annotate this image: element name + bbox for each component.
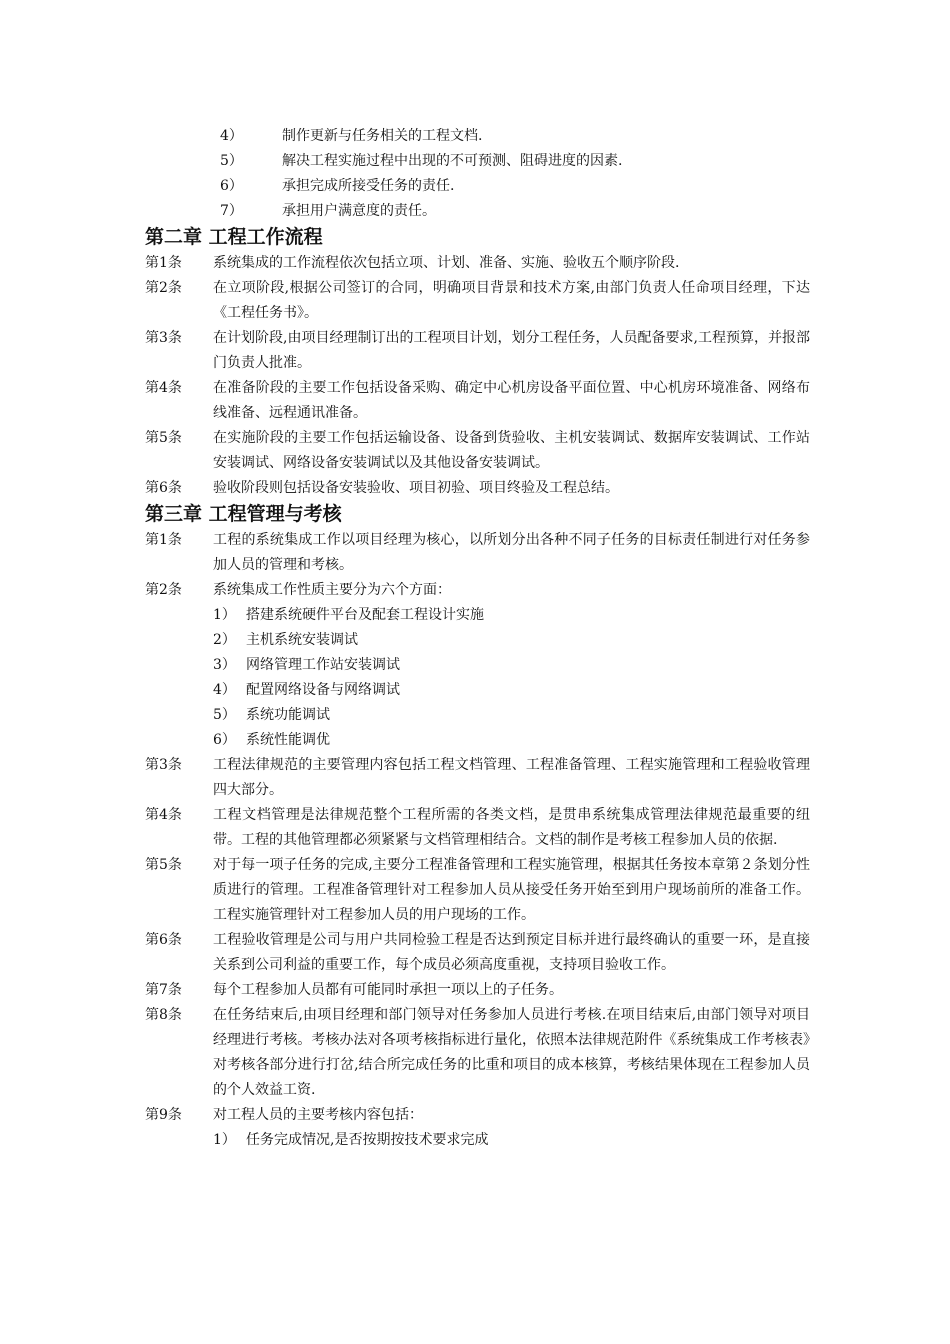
item-text: 承担完成所接受任务的责任.: [282, 178, 455, 194]
article: [145, 276, 810, 326]
item-text: 配置网络设备与网络调试: [246, 682, 400, 698]
article: [145, 528, 810, 578]
item-text: 主机系统安装调试: [246, 632, 358, 648]
list-item: [213, 603, 810, 628]
article-label: 第2条: [145, 280, 182, 296]
article-label: 第8条: [145, 1007, 182, 1023]
article-text: 工程文档管理是法律规范整个工程所需的各类文档，是贯串系统集成管理法律规范最重要的纽带。工程的其他管理都必须紧紧与文档管理相结合。文档的制作是考核工程参加人员的依据.: [213, 807, 810, 848]
item-text: 搭建系统硬件平台及配套工程设计实施: [246, 607, 484, 623]
article-text: 在计划阶段,由项目经理制订出的工程项目计划，划分工程任务，人员配备要求,工程预算，并报部门负责人批准。: [213, 330, 810, 371]
list-item: [220, 174, 810, 199]
item-text: 承担用户满意度的责任。: [282, 203, 436, 219]
article-text: 每个工程参加人员都有可能同时承担一项以上的子任务。: [213, 982, 563, 998]
list-item: [220, 199, 810, 224]
article: [145, 928, 810, 978]
item-number: 2）: [213, 632, 236, 648]
article-label: 第4条: [145, 807, 182, 823]
item-number: 4）: [213, 682, 236, 698]
article-label: 第3条: [145, 330, 182, 346]
article-text: 工程的系统集成工作以项目经理为核心，以所划分出各种不同子任务的目标责任制进行对任务参加人员的管理和考核。: [213, 532, 810, 573]
item-number: 6）: [213, 732, 236, 748]
article: [145, 251, 810, 276]
article-label: 第7条: [145, 982, 182, 998]
article-text: 工程法律规范的主要管理内容包括工程文档管理、工程准备管理、工程实施管理和工程验收管理四大部分。: [213, 757, 810, 798]
item-text: 系统性能调优: [246, 732, 330, 748]
article-text: 对工程人员的主要考核内容包括：: [213, 1107, 423, 1123]
article: [145, 753, 810, 803]
list-item: [220, 124, 810, 149]
item-number: 1）: [213, 1132, 236, 1148]
item-text: 系统功能调试: [246, 707, 330, 723]
item-number: 6）: [220, 178, 243, 194]
article-label: 第3条: [145, 757, 182, 773]
article: [145, 853, 810, 928]
item-number: 5）: [213, 707, 236, 723]
document-body: [145, 124, 810, 1153]
item-text: 制作更新与任务相关的工程文档.: [282, 128, 483, 144]
article-text: 系统集成的工作流程依次包括立项、计划、准备、实施、验收五个顺序阶段.: [213, 255, 680, 271]
chapter-3-heading: 第三章 工程管理与考核: [145, 503, 342, 525]
item-text: 网络管理工作站安装调试: [246, 657, 400, 673]
item-text: 任务完成情况,是否按期按技术要求完成: [246, 1132, 489, 1148]
article: [145, 426, 810, 476]
article-text: 验收阶段则包括设备安装验收、项目初验、项目终验及工程总结。: [213, 480, 619, 496]
list-item: [213, 1128, 810, 1153]
article: [145, 326, 810, 376]
item-text: 解决工程实施过程中出现的不可预测、阻碍进度的因素.: [282, 153, 623, 169]
article-label: 第1条: [145, 255, 182, 271]
list-item: [213, 628, 810, 653]
article: [145, 376, 810, 426]
item-number: 4）: [220, 128, 243, 144]
article-label: 第6条: [145, 480, 182, 496]
article-label: 第4条: [145, 380, 182, 396]
article-text: 工程验收管理是公司与用户共同检验工程是否达到预定目标并进行最终确认的重要一环，是直接关系到公司利益的重要工作，每个成员必须高度重视，支持项目验收工作。: [213, 932, 810, 973]
article-label: 第2条: [145, 582, 182, 598]
item-number: 1）: [213, 607, 236, 623]
list-item: [213, 653, 810, 678]
list-item: [213, 728, 810, 753]
article: [145, 1103, 810, 1128]
article: [145, 476, 810, 501]
list-item: [220, 149, 810, 174]
article-text: 在准备阶段的主要工作包括设备采购、确定中心机房设备平面位置、中心机房环境准备、网络布线准备、远程通讯准备。: [213, 380, 810, 421]
article-text: 在任务结束后,由项目经理和部门领导对任务参加人员进行考核.在项目结束后,由部门领导对项目经理进行考核。考核办法对各项考核指标进行量化，依照本法律规范附件《系统集成工作考核表》对考核各部分进行打岔,结合所完成任务的比重和项目的成本核算，考核结果体现在工程参加人员的个人效益工资.: [213, 1007, 810, 1098]
article-text: 在实施阶段的主要工作包括运输设备、设备到货验收、主机安装调试、数据库安装调试、工作站安装调试、网络设备安装调试以及其他设备安装调试。: [213, 430, 810, 471]
responsibility-list: [145, 124, 810, 224]
article-label: 第6条: [145, 932, 182, 948]
article: [145, 1003, 810, 1103]
item-number: 3）: [213, 657, 236, 673]
article-label: 第1条: [145, 532, 182, 548]
item-number: 7）: [220, 203, 243, 219]
article-text: 在立项阶段,根据公司签订的合同，明确项目背景和技术方案,由部门负责人任命项目经理，下达《工程任务书》。: [213, 280, 810, 321]
article-text: 对于每一项子任务的完成,主要分工程准备管理和工程实施管理，根据其任务按本章第２条划分性质进行的管理。工程准备管理针对工程参加人员从接受任务开始至到用户现场前所的准备工作。工程实施管理针对工程参加人员的用户现场的工作。: [213, 857, 810, 923]
article-label: 第5条: [145, 430, 182, 446]
work-nature-list: [145, 603, 810, 753]
article-text: 系统集成工作性质主要分为六个方面：: [213, 582, 451, 598]
item-number: 5）: [220, 153, 243, 169]
assessment-list: [145, 1128, 810, 1153]
article: [145, 578, 810, 603]
article-label: 第9条: [145, 1107, 182, 1123]
article: [145, 803, 810, 853]
list-item: [213, 703, 810, 728]
article-label: 第5条: [145, 857, 182, 873]
chapter-2-heading: 第二章 工程工作流程: [145, 226, 323, 248]
list-item: [213, 678, 810, 703]
article: [145, 978, 810, 1003]
